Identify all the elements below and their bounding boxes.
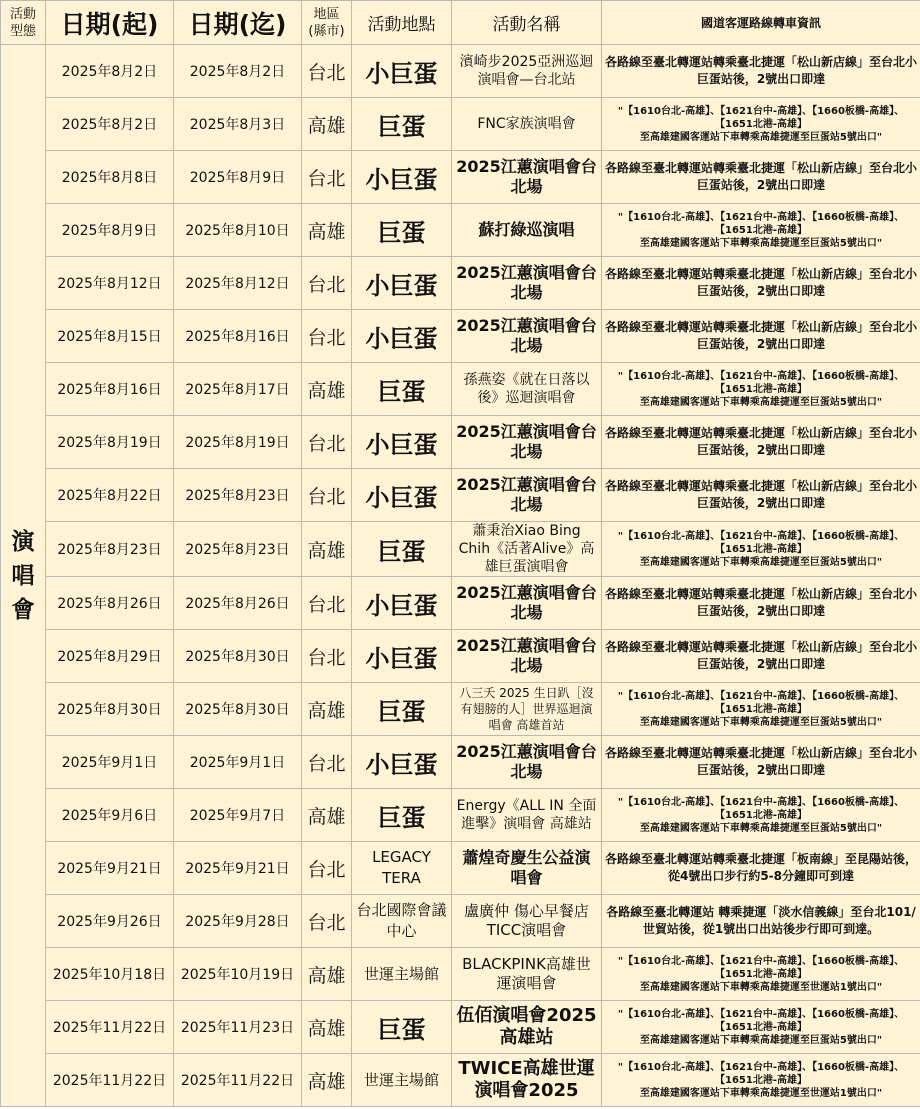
event-name: 八三夭 2025 生日趴［沒有翅膀的人］世界巡迴演唱會 高雄首站	[452, 683, 602, 736]
venue: 巨蛋	[352, 683, 452, 736]
event-name: 2025江蕙演唱會台北場	[452, 416, 602, 469]
table-row	[1, 98, 920, 151]
region: 台北	[302, 469, 352, 522]
transit-info: "【1610台北-高雄】、【1621台中-高雄】、【1660板橋-高雄】、【1651北港-高雄】 至高雄建國客運站下車轉乘高雄捷運至巨蛋站5號出口"	[602, 1001, 920, 1054]
table-row	[1, 469, 920, 522]
end-date: 2025年8月19日	[174, 416, 302, 469]
transit-info: 各路線至臺北轉運站轉乘臺北捷運「松山新店線」至台北小巨蛋站後，2號出口即達	[602, 310, 920, 363]
start-date: 2025年8月30日	[46, 683, 174, 736]
transit-info: 各路線至臺北轉運站轉乘臺北捷運「松山新店線」至台北小巨蛋站後，2號出口即達	[602, 630, 920, 683]
table-row	[1, 257, 920, 310]
venue: 台北國際會議中心	[352, 895, 452, 948]
start-date: 2025年8月26日	[46, 577, 174, 630]
header-row	[1, 1, 920, 45]
end-date: 2025年8月16日	[174, 310, 302, 363]
event-name: TWICE高雄世運演唱會2025	[452, 1054, 602, 1107]
transit-info: "【1610台北-高雄】、【1621台中-高雄】、【1660板橋-高雄】、【1651北港-高雄】 至高雄建國客運站下車轉乘高雄捷運至世運站1號出口"	[602, 1054, 920, 1107]
venue: 巨蛋	[352, 1001, 452, 1054]
region: 台北	[302, 895, 352, 948]
event-name: 孫燕姿《就在日落以後》巡迴演唱會	[452, 363, 602, 416]
header-start-date: 日期(起)	[46, 1, 174, 45]
venue: LEGACY TERA	[352, 842, 452, 895]
start-date: 2025年8月2日	[46, 98, 174, 151]
region: 高雄	[302, 1054, 352, 1107]
table-row	[1, 310, 920, 363]
table-row	[1, 842, 920, 895]
event-name: 2025江蕙演唱會台北場	[452, 257, 602, 310]
transit-info: "【1610台北-高雄】、【1621台中-高雄】、【1660板橋-高雄】、【1651北港-高雄】 至高雄建國客運站下車轉乘高雄捷運至巨蛋站5號出口"	[602, 363, 920, 416]
region: 台北	[302, 736, 352, 789]
end-date: 2025年9月21日	[174, 842, 302, 895]
table-row	[1, 683, 920, 736]
transit-info: 各路線至臺北轉運站轉乘臺北捷運「松山新店線」至台北小巨蛋站後，2號出口即達	[602, 257, 920, 310]
region: 台北	[302, 257, 352, 310]
venue: 小巨蛋	[352, 416, 452, 469]
event-name: 蘇打綠巡演唱	[452, 204, 602, 257]
venue: 巨蛋	[352, 789, 452, 842]
header-event-type: 活動 型態	[1, 1, 46, 45]
start-date: 2025年9月21日	[46, 842, 174, 895]
region: 台北	[302, 416, 352, 469]
start-date: 2025年11月22日	[46, 1001, 174, 1054]
region: 台北	[302, 151, 352, 204]
start-date: 2025年8月2日	[46, 45, 174, 98]
venue: 小巨蛋	[352, 469, 452, 522]
transit-info: 各路線至臺北轉運站轉乘臺北捷運「松山新店線」至台北小巨蛋站後，2號出口即達	[602, 736, 920, 789]
end-date: 2025年8月2日	[174, 45, 302, 98]
transit-info: "【1610台北-高雄】、【1621台中-高雄】、【1660板橋-高雄】、【1651北港-高雄】 至高雄建國客運站下車轉乘高雄捷運至巨蛋站5號出口"	[602, 522, 920, 577]
table-row	[1, 204, 920, 257]
start-date: 2025年8月22日	[46, 469, 174, 522]
event-name: 2025江蕙演唱會台北場	[452, 736, 602, 789]
end-date: 2025年8月9日	[174, 151, 302, 204]
start-date: 2025年9月6日	[46, 789, 174, 842]
end-date: 2025年9月7日	[174, 789, 302, 842]
table-row	[1, 895, 920, 948]
region: 高雄	[302, 948, 352, 1001]
event-name: 2025江蕙演唱會台北場	[452, 577, 602, 630]
table-row	[1, 363, 920, 416]
end-date: 2025年8月10日	[174, 204, 302, 257]
table-row	[1, 948, 920, 1001]
event-name: Energy《ALL IN 全面進擊》演唱會 高雄站	[452, 789, 602, 842]
end-date: 2025年8月26日	[174, 577, 302, 630]
transit-info: 各路線至臺北轉運站 轉乘捷運「淡水信義線」至台北101/世貿站後，從1號出口出站後步行即可到達。	[602, 895, 920, 948]
table-row	[1, 577, 920, 630]
venue: 巨蛋	[352, 204, 452, 257]
event-name: 盧廣仲 傷心早餐店TICC演唱會	[452, 895, 602, 948]
event-name: 2025江蕙演唱會台北場	[452, 310, 602, 363]
start-date: 2025年8月15日	[46, 310, 174, 363]
event-name: 2025江蕙演唱會台北場	[452, 630, 602, 683]
event-type-cell	[1, 45, 46, 1107]
venue: 小巨蛋	[352, 257, 452, 310]
venue: 巨蛋	[352, 522, 452, 577]
transit-info: 各路線至臺北轉運站轉乘臺北捷運「松山新店線」至台北小巨蛋站後，2號出口即達	[602, 416, 920, 469]
event-name: 2025江蕙演唱會台北場	[452, 469, 602, 522]
table-row	[1, 522, 920, 577]
start-date: 2025年8月29日	[46, 630, 174, 683]
event-type-label: 演唱會	[11, 528, 35, 623]
start-date: 2025年9月1日	[46, 736, 174, 789]
event-name: 蕭煌奇慶生公益演唱會	[452, 842, 602, 895]
venue: 小巨蛋	[352, 310, 452, 363]
venue: 世運主場館	[352, 948, 452, 1001]
end-date: 2025年8月17日	[174, 363, 302, 416]
end-date: 2025年11月23日	[174, 1001, 302, 1054]
event-name: 蕭秉治Xiao Bing Chih《活著Alive》高雄巨蛋演唱會	[452, 522, 602, 577]
venue: 小巨蛋	[352, 736, 452, 789]
event-name: FNC家族演唱會	[452, 98, 602, 151]
start-date: 2025年8月8日	[46, 151, 174, 204]
header-event-name: 活動名稱	[452, 1, 602, 45]
table-row	[1, 1054, 920, 1107]
transit-info: 各路線至臺北轉運站轉乘臺北捷運「松山新店線」至台北小巨蛋站後，2號出口即達	[602, 469, 920, 522]
start-date: 2025年9月26日	[46, 895, 174, 948]
region: 台北	[302, 577, 352, 630]
header-transit-info: 國道客運路線轉車資訊	[602, 1, 920, 45]
table-row	[1, 416, 920, 469]
start-date: 2025年8月16日	[46, 363, 174, 416]
region: 台北	[302, 842, 352, 895]
end-date: 2025年10月19日	[174, 948, 302, 1001]
transit-info: "【1610台北-高雄】、【1621台中-高雄】、【1660板橋-高雄】、【1651北港-高雄】 至高雄建國客運站下車轉乘高雄捷運至巨蛋站5號出口"	[602, 204, 920, 257]
venue: 巨蛋	[352, 98, 452, 151]
region: 高雄	[302, 363, 352, 416]
table-row	[1, 151, 920, 204]
end-date: 2025年8月3日	[174, 98, 302, 151]
table-row	[1, 1001, 920, 1054]
end-date: 2025年9月1日	[174, 736, 302, 789]
end-date: 2025年8月30日	[174, 630, 302, 683]
table-row	[1, 630, 920, 683]
start-date: 2025年11月22日	[46, 1054, 174, 1107]
end-date: 2025年8月23日	[174, 522, 302, 577]
region: 台北	[302, 45, 352, 98]
region: 台北	[302, 310, 352, 363]
transit-info: "【1610台北-高雄】、【1621台中-高雄】、【1660板橋-高雄】、【1651北港-高雄】 至高雄建國客運站下車轉乘高雄捷運至巨蛋站5號出口"	[602, 98, 920, 151]
venue: 小巨蛋	[352, 577, 452, 630]
table-row	[1, 45, 920, 98]
transit-info: "【1610台北-高雄】、【1621台中-高雄】、【1660板橋-高雄】、【1651北港-高雄】 至高雄建國客運站下車轉乘高雄捷運至巨蛋站5號出口"	[602, 683, 920, 736]
end-date: 2025年8月23日	[174, 469, 302, 522]
region: 高雄	[302, 522, 352, 577]
table-row	[1, 736, 920, 789]
region: 高雄	[302, 789, 352, 842]
start-date: 2025年8月19日	[46, 416, 174, 469]
transit-info: "【1610台北-高雄】、【1621台中-高雄】、【1660板橋-高雄】、【1651北港-高雄】 至高雄建國客運站下車轉乘高雄捷運至世運站1號出口"	[602, 948, 920, 1001]
transit-info: 各路線至臺北轉運站轉乘臺北捷運「松山新店線」至台北小巨蛋站後，2號出口即達	[602, 577, 920, 630]
region: 台北	[302, 630, 352, 683]
start-date: 2025年10月18日	[46, 948, 174, 1001]
end-date: 2025年8月12日	[174, 257, 302, 310]
region: 高雄	[302, 98, 352, 151]
header-end-date: 日期(迄)	[174, 1, 302, 45]
transit-info: 各路線至臺北轉運站轉乘臺北捷運「板南線」至昆陽站後，從4號出口步行約5-8分鐘即可到達	[602, 842, 920, 895]
table-row	[1, 789, 920, 842]
transit-info: "【1610台北-高雄】、【1621台中-高雄】、【1660板橋-高雄】、【1651北港-高雄】 至高雄建國客運站下車轉乘高雄捷運至巨蛋站5號出口"	[602, 789, 920, 842]
venue: 小巨蛋	[352, 630, 452, 683]
venue: 巨蛋	[352, 363, 452, 416]
header-venue: 活動地點	[352, 1, 452, 45]
end-date: 2025年8月30日	[174, 683, 302, 736]
venue: 小巨蛋	[352, 45, 452, 98]
header-region: 地區 (縣市)	[302, 1, 352, 45]
venue: 小巨蛋	[352, 151, 452, 204]
venue: 世運主場館	[352, 1054, 452, 1107]
start-date: 2025年8月12日	[46, 257, 174, 310]
event-name: BLACKPINK高雄世運演唱會	[452, 948, 602, 1001]
event-name: 濱崎步2025亞洲巡迴演唱會—台北站	[452, 45, 602, 98]
region: 高雄	[302, 204, 352, 257]
event-name: 2025江蕙演唱會台北場	[452, 151, 602, 204]
end-date: 2025年11月22日	[174, 1054, 302, 1107]
transit-info: 各路線至臺北轉運站轉乘臺北捷運「松山新店線」至台北小巨蛋站後，2號出口即達	[602, 45, 920, 98]
start-date: 2025年8月23日	[46, 522, 174, 577]
start-date: 2025年8月9日	[46, 204, 174, 257]
end-date: 2025年9月28日	[174, 895, 302, 948]
region: 高雄	[302, 683, 352, 736]
event-name: 伍佰演唱會2025高雄站	[452, 1001, 602, 1054]
region: 高雄	[302, 1001, 352, 1054]
transit-info: 各路線至臺北轉運站轉乘臺北捷運「松山新店線」至台北小巨蛋站後，2號出口即達	[602, 151, 920, 204]
